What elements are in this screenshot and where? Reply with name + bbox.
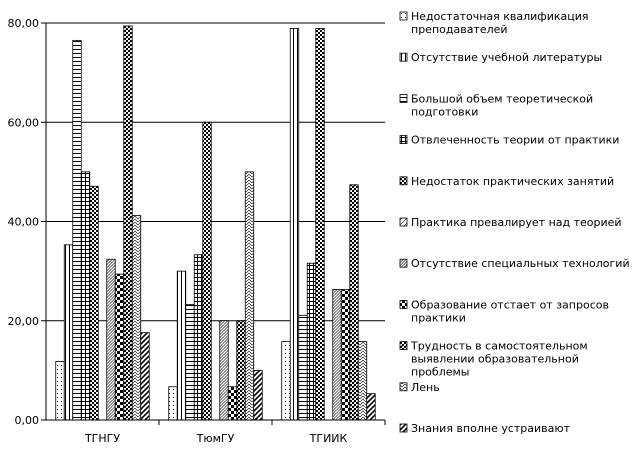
legend-entry: проблемы bbox=[411, 365, 470, 379]
bar bbox=[316, 28, 325, 420]
legend-entry: выявлении образовательной bbox=[411, 352, 579, 366]
legend-entry: Лень bbox=[411, 380, 440, 394]
legend-entry: Трудность в самостоятельном bbox=[411, 339, 588, 353]
legend-swatch bbox=[400, 342, 407, 350]
bar bbox=[237, 321, 246, 420]
bar bbox=[203, 122, 212, 420]
legend-swatch bbox=[400, 218, 407, 226]
bar bbox=[290, 28, 299, 420]
bar bbox=[90, 186, 99, 420]
bar bbox=[124, 26, 133, 420]
legend-entry: Отсутствие специальных технологий bbox=[411, 257, 630, 271]
y-tick-label: 60,00 bbox=[7, 116, 39, 130]
bar bbox=[81, 172, 90, 420]
bar bbox=[141, 333, 150, 420]
legend-entry: Отвлеченность теории от практики bbox=[411, 133, 620, 147]
y-tick-label: 20,00 bbox=[7, 314, 39, 328]
legend-entry: Практика превалирует над теорией bbox=[411, 216, 622, 229]
bar bbox=[115, 274, 124, 420]
legend-swatch bbox=[400, 53, 407, 61]
legend-swatch bbox=[400, 136, 407, 144]
y-tick-label: 0,00 bbox=[14, 414, 39, 427]
bar bbox=[341, 289, 350, 420]
bar bbox=[245, 172, 254, 420]
category-label: ТюмГУ bbox=[196, 432, 235, 445]
legend-entry: Недостаток практических занятий bbox=[411, 174, 615, 188]
legend-entry: Отсутствие учебной литературы bbox=[411, 51, 603, 65]
bar bbox=[307, 263, 316, 420]
bar bbox=[220, 321, 229, 420]
category-label: ТГИИК bbox=[309, 432, 348, 445]
bar bbox=[177, 271, 186, 420]
legend-entry: преподавателей bbox=[411, 23, 508, 36]
bar bbox=[282, 342, 291, 420]
legend-swatch bbox=[400, 177, 407, 185]
bar bbox=[367, 394, 376, 420]
bar bbox=[132, 216, 141, 420]
bar bbox=[194, 255, 203, 420]
category-label: ТГНГУ bbox=[84, 432, 121, 445]
legend-entry: Недостаточная квалификация bbox=[411, 10, 589, 23]
legend bbox=[400, 10, 630, 435]
category-labels bbox=[84, 432, 348, 445]
legend-entry: Знания вполне устраивают bbox=[411, 422, 571, 435]
bar bbox=[56, 361, 65, 420]
bar bbox=[169, 387, 178, 420]
bars bbox=[56, 26, 376, 420]
legend-swatch bbox=[400, 383, 407, 391]
y-tick-labels bbox=[8, 17, 40, 427]
bar bbox=[228, 387, 237, 420]
bar bbox=[64, 245, 73, 420]
bar bbox=[350, 185, 359, 420]
bar bbox=[299, 315, 308, 420]
bar bbox=[73, 40, 82, 420]
legend-entry: подготовки bbox=[411, 105, 479, 119]
legend-swatch bbox=[400, 424, 407, 432]
legend-entry: Большой объем теоретической bbox=[411, 92, 594, 106]
legend-swatch bbox=[400, 300, 407, 308]
legend-entry: Образование отстает от запросов bbox=[411, 298, 609, 312]
legend-swatch bbox=[400, 94, 407, 102]
bar bbox=[186, 304, 195, 420]
bar bbox=[333, 289, 342, 420]
bar bbox=[107, 259, 116, 420]
legend-entry: практики bbox=[411, 311, 466, 325]
y-tick-label: 40,00 bbox=[7, 215, 39, 229]
legend-swatch bbox=[400, 259, 407, 267]
legend-swatch bbox=[400, 12, 407, 20]
bar bbox=[254, 370, 263, 420]
bar bbox=[358, 342, 367, 420]
y-tick-label: 80,00 bbox=[7, 17, 39, 30]
